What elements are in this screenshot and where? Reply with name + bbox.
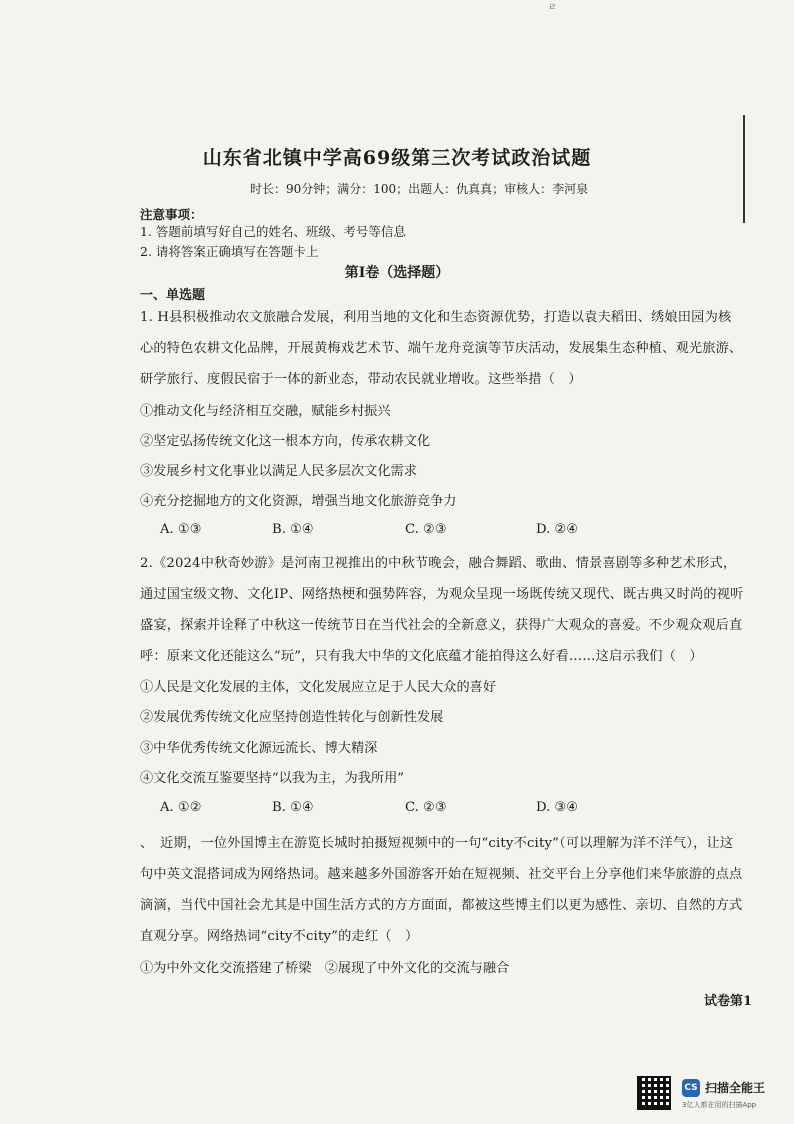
q1-choice-b: B. ①④ [272, 522, 314, 537]
q2-statement: ④文化交流互鉴要坚持“以我为主，为我所用” [140, 771, 405, 786]
exam-meta: 时长：90分钟；满分：100；出题人：仇真真；审核人：李河泉 [250, 182, 589, 196]
q3-text-line: 滴滴，当代中国社会尤其是中国生活方式的方方面面，都被这些博主们以更为感性、亲切、自然的方式 [140, 898, 743, 913]
q1-text-line: 心的特色农耕文化品牌，开展黄梅戏艺术节、端午龙舟竞演等节庆活动，发展集生态种植、观光旅游、 [140, 341, 743, 356]
q1-statement: ④充分挖掘地方的文化资源，增强当地文化旅游竞争力 [140, 494, 457, 509]
q2-statement: ①人民是文化发展的主体，文化发展应立足于人民大众的喜好 [140, 680, 497, 695]
q2-choice-d: D. ③④ [536, 800, 579, 815]
q2-choice-b: B. ①④ [272, 800, 314, 815]
q2-choice-a: A. ①② [160, 800, 202, 815]
notes-heading: 注意事项： [140, 207, 203, 222]
q2-text-line: 2.《2024中秋奇妙游》是河南卫视推出的中秋节晚会，融合舞蹈、歌曲、情景喜剧等多种艺术形式， [140, 556, 737, 571]
note-item: 1. 答题前填写好自己的姓名、班级、考号等信息 [140, 224, 406, 239]
page-footer: 试卷第1 [704, 994, 753, 1009]
section-title: 第Ⅰ卷（选择题） [344, 265, 450, 281]
camscanner-logo-icon: CS [682, 1079, 700, 1097]
q1-choice-d: D. ②④ [536, 522, 579, 537]
q1-statement: ③发展乡村文化事业以满足人民多层次文化需求 [140, 464, 417, 479]
q1-text-line: 1. H县积极推动农文旅融合发展，利用当地的文化和生态资源优势，打造以袁夫稻田、绣娘田园为核 [140, 310, 732, 325]
q2-text-line: 盛宴，探索并诠释了中秋这一传统节日在当代社会的全新意义，获得广大观众的喜爱。不少观众观后直 [140, 618, 743, 633]
q2-statement: ②发展优秀传统文化应坚持创造性转化与创新性发展 [140, 710, 444, 725]
q2-text-line: 通过国宝级文物、文化IP、网络热梗和强势阵容，为观众呈现一场既传统又现代、既古典又时尚的视听 [140, 587, 744, 602]
q1-statement: ①推动文化与经济相互交融，赋能乡村振兴 [140, 404, 391, 419]
q2-choice-c: C. ②③ [405, 800, 447, 815]
q3-text-line: 、 近期，一位外国博主在游览长城时拍摄短视频中的一句“city不city”（可以理解为洋不洋气），让这 [140, 836, 734, 851]
q1-text-line: 研学旅行、度假民宿于一体的新业态，带动农民就业增收。这些举措（ ） [140, 372, 582, 387]
q3-statements: ①为中外文化交流搭建了桥梁 ②展现了中外文化的交流与融合 [140, 961, 510, 976]
part-title: 一、单选题 [140, 288, 206, 303]
q2-text-line: 呼：原来文化还能这么“玩”，只有我大中华的文化底蕴才能拍得这么好看……这启示我们（ ） [140, 649, 703, 664]
q2-statement: ③中华优秀传统文化源远流长、博大精深 [140, 741, 378, 756]
q3-text-line: 句中英文混搭词成为网络热词。越来越多外国游客开始在短视频、社交平台上分享他们来华旅游的点点 [140, 867, 743, 882]
q3-text-line: 直观分享。网络热词“city不city”的走红（ ） [140, 929, 419, 944]
note-item: 2. 请将答案正确填写在答题卡上 [140, 244, 319, 259]
q1-statement: ②坚定弘扬传统文化这一根本方向，传承农耕文化 [140, 434, 431, 449]
q1-choice-a: A. ①③ [160, 522, 202, 537]
exam-title: 山东省北镇中学高69级第三次考试政治试题 [202, 147, 592, 169]
watermark-tagline: 3亿人都在用的扫描App [682, 1101, 757, 1109]
scan-mark: ㄹ [548, 3, 557, 13]
q1-choice-c: C. ②③ [405, 522, 447, 537]
qr-code-icon [637, 1076, 671, 1110]
watermark-name: 扫描全能王 [705, 1081, 766, 1095]
